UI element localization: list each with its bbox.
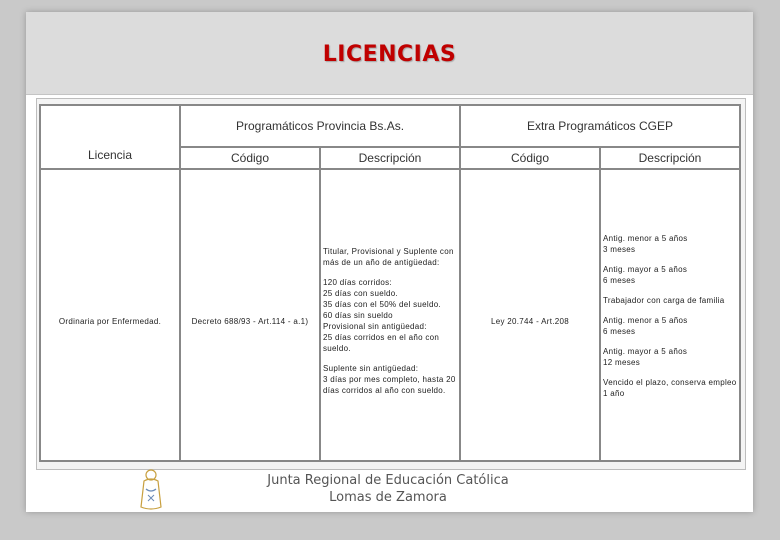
descripcion-cgep-line — [603, 286, 739, 295]
cell-licencia — [40, 169, 180, 461]
descripcion-prov-line: 25 días corridos en el año con — [323, 333, 440, 342]
header-group-cgep — [460, 105, 740, 147]
descripcion-cgep-line: 12 meses — [603, 358, 641, 367]
descripcion-prov-line: 60 días sin sueldo — [323, 311, 393, 320]
header-codigo-prov — [180, 147, 320, 169]
descripcion-prov-line — [323, 354, 457, 363]
descripcion-prov-list — [321, 234, 459, 396]
descripcion-cgep-line: Trabajador con carga de familia — [603, 296, 725, 305]
codigo-prov-value: Decreto 688/93 - Art.114 - a.1) — [191, 317, 309, 326]
descripcion-cgep-line: Antig. mayor a 5 años — [603, 347, 688, 356]
descripcion-prov-line: 35 días con el 50% del sueldo. — [323, 300, 441, 309]
descripcion-cgep-line — [603, 337, 739, 346]
footer-line2: Lomas de Zamora — [329, 490, 447, 505]
footer-line1: Junta Regional de Educación Católica — [267, 473, 509, 488]
descripcion-prov-line: Provisional sin antigüedad: — [323, 322, 427, 331]
header-codigo-cgep-label: Código — [510, 151, 550, 165]
header-codigo-prov-label: Código — [230, 151, 270, 165]
descripcion-cgep-line: 6 meses — [603, 327, 636, 336]
descripcion-cgep-line: Antig. menor a 5 años — [603, 234, 688, 243]
footer — [206, 472, 570, 506]
saint-figure-logo-icon — [134, 467, 168, 513]
header-codigo-cgep — [460, 147, 600, 169]
descripcion-prov-line: más de un año de antigüedad: — [323, 258, 440, 267]
codigo-cgep-value: Ley 20.744 - Art.208 — [490, 317, 570, 326]
licencia-value: Ordinaria por Enfermedad. — [58, 317, 162, 326]
header-descripcion-cgep — [600, 147, 740, 169]
descripcion-cgep-line: Antig. menor a 5 años — [603, 316, 688, 325]
page-title: LICENCIAS — [322, 42, 457, 67]
table-row — [40, 169, 740, 461]
cell-descripcion-prov — [320, 169, 460, 461]
descripcion-cgep-line: 3 meses — [603, 245, 636, 254]
descripcion-prov-line: 25 días con sueldo. — [323, 289, 399, 298]
descripcion-prov-line: 120 días corridos: — [323, 278, 392, 287]
header-group-provincia — [180, 105, 460, 147]
descripcion-prov-line: días corridos al año con sueldo. — [323, 386, 446, 395]
descripcion-prov-line: sueldo. — [323, 344, 351, 353]
descripcion-cgep-list — [601, 231, 739, 399]
descripcion-cgep-line: Vencido el plazo, conserva empleo — [603, 378, 737, 387]
descripcion-prov-line: Suplente sin antigüedad: — [323, 364, 419, 373]
descripcion-cgep-line — [603, 306, 739, 315]
licencias-table — [39, 104, 741, 462]
header-row-groups — [40, 105, 740, 147]
header-licencia — [40, 105, 180, 169]
header-descripcion-cgep-label: Descripción — [638, 151, 702, 165]
slide — [26, 12, 753, 512]
descripcion-cgep-line: Antig. mayor a 5 años — [603, 265, 688, 274]
cell-codigo-cgep — [460, 169, 600, 461]
title-band — [26, 12, 753, 95]
header-descripcion-prov-label: Descripción — [358, 151, 422, 165]
cell-codigo-prov — [180, 169, 320, 461]
header-descripcion-prov — [320, 147, 460, 169]
descripcion-cgep-line: 6 meses — [603, 276, 636, 285]
header-licencia-label: Licencia — [87, 148, 133, 162]
header-group-cgep-label: Extra Programáticos CGEP — [526, 119, 674, 133]
descripcion-prov-line: Titular, Provisional y Suplente con — [323, 247, 454, 256]
table-frame — [36, 98, 746, 470]
descripcion-cgep-line — [603, 368, 739, 377]
descripcion-cgep-line: 1 año — [603, 389, 625, 398]
cell-descripcion-cgep — [600, 169, 740, 461]
descripcion-prov-line — [323, 268, 457, 277]
header-group-provincia-label: Programáticos Provincia Bs.As. — [235, 119, 405, 133]
descripcion-cgep-line — [603, 255, 739, 264]
descripcion-prov-line: 3 días por mes completo, hasta 20 — [323, 375, 456, 384]
